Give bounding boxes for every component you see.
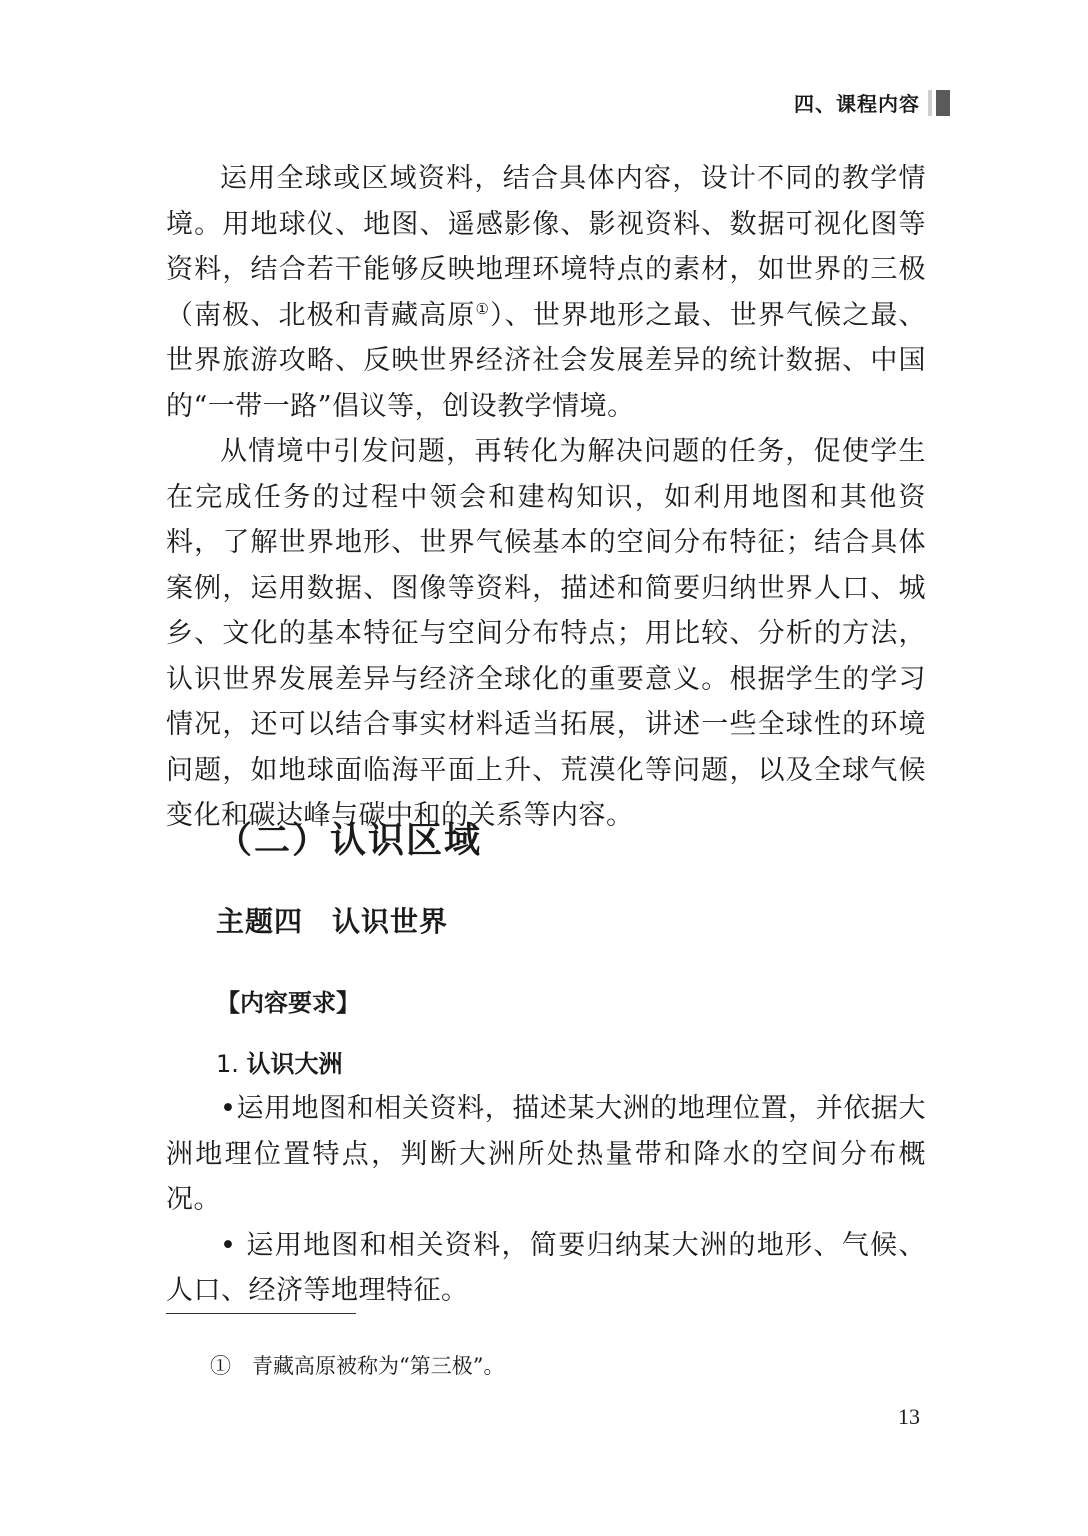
- header-bar-ornament: [928, 89, 950, 117]
- body-text: [166, 156, 926, 839]
- footnote-divider: [166, 1313, 356, 1314]
- running-header: [794, 88, 950, 117]
- list-item: •运用地图和相关资料，描述某大洲的地理位置，并依据大洲地理位置特点，判断大洲所处热量带和降水的空间分布概况。: [166, 1093, 926, 1215]
- footnote-ref[interactable]: ①: [475, 299, 491, 318]
- paragraph-1-part-b: ）、世界地形之最、世界气候之最、世界旅游攻略、反映世界经济社会发展差异的统计数据、中国的“一带一路”倡议等，创设教学情境。: [166, 299, 927, 422]
- header-bar-thin: [928, 90, 932, 116]
- requirements-title: 【内容要求】: [216, 989, 360, 1017]
- item-title: 认识大洲: [246, 1050, 343, 1078]
- paragraph-2: 从情境中引发问题，再转化为解决问题的任务，促使学生在完成任务的过程中领会和建构知识，如利用地图和其他资料，了解世界地形、世界气候基本的空间分布特征；结合具体案例，运用数据、图像等资料，描述和简要归纳世界人口、城乡、文化的基本特征与空间分布特点；用比较、分析的方法，认识世界发展差异与经济全球化的重要意义。根据学生的学习情况，还可以结合事实材料适当拓展，讲述一些全球性的环境问题，如地球面临海平面上升、荒漠化等问题，以及全球气候变化和碳达峰与碳中和的关系等内容。: [166, 436, 926, 831]
- section-title: （二）认识区域: [216, 820, 483, 861]
- theme-title: 主题四 认识世界: [216, 905, 449, 938]
- header-bar-thick: [936, 90, 950, 116]
- list-item: • 运用地图和相关资料，简要归纳某大洲的地形、气候、人口、经济等地理特征。: [166, 1229, 926, 1306]
- header-title: 四、课程内容: [794, 92, 920, 116]
- paragraph-1-part-a: 运用全球或区域资料，结合具体内容，设计不同的教学情境。用地球仪、地图、遥感影像、影视资料、数据可视化图等资料，结合若干能够反映地理环境特点的素材，如世界的三极（南极、北极和青藏高原: [166, 163, 926, 331]
- item-heading: [216, 1044, 343, 1079]
- paragraph-1: [166, 156, 926, 429]
- requirements-list: [166, 1086, 926, 1314]
- page-number: 13: [898, 1404, 920, 1429]
- item-number: 1.: [216, 1050, 239, 1078]
- footnote: ① 青藏高原被称为“第三极”。: [210, 1354, 505, 1378]
